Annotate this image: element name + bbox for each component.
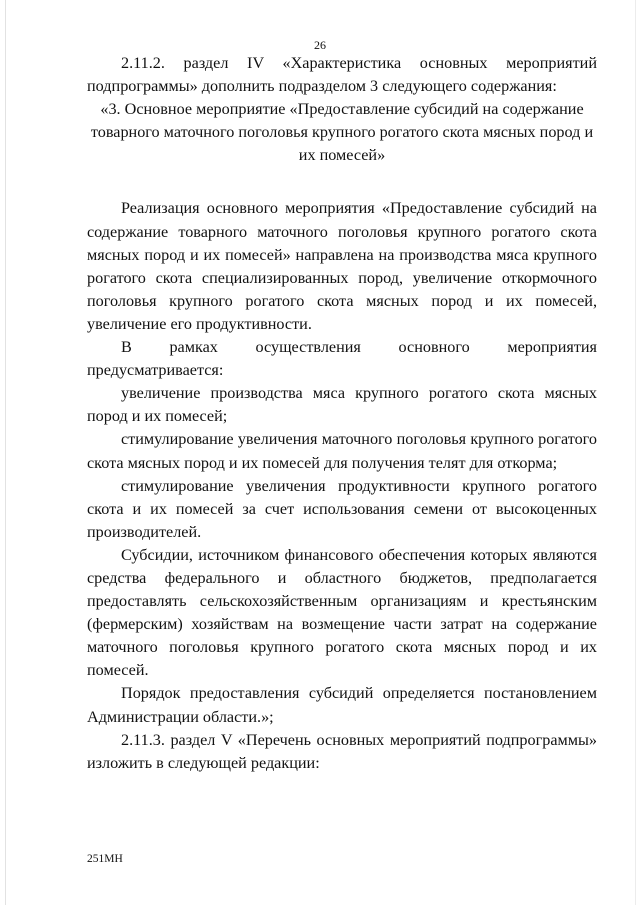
page-number: 26 — [314, 38, 326, 52]
paragraph-2-11-3: 2.11.3. раздел V «Перечень основных мероприятий подпрограммы» изложить в следующей редакции: — [87, 730, 597, 772]
page-edge-left — [5, 0, 6, 905]
document-body — [87, 52, 597, 775]
paragraph-procedure: Порядок предоставления субсидий определяется постановлением Администрации области.»; — [87, 684, 597, 726]
paragraph-implementation: Реализация основного мероприятия «Предоставление субсидий на содержание товарного маточного поголовья крупного рогатого скота мясных пород и их помесей» направлена на производства мяса крупного рогатого скота специализированных пород, увеличение откормочного поголовья крупного рогатого скота мясных пород и их помесей, увеличение его продуктивности. — [87, 199, 597, 333]
subsection-heading: «3. Основное мероприятие «Предоставление субсидий на содержание товарного маточного поголовья крупного рогатого скота мясных пород и их помесей» — [90, 100, 594, 165]
page-edge-right — [635, 0, 636, 905]
paragraph-scope-intro: В рамках осуществления основного мероприятия предусматривается: — [87, 338, 597, 380]
footer-code: 251МН — [87, 853, 123, 865]
paragraph-measure-1: увеличение производства мяса крупного рогатого скота мясных пород и их помесей; — [87, 384, 597, 426]
paragraph-measure-3: стимулирование увеличения продуктивности крупного рогатого скота и их помесей за счет использования семени от высокоценных производителей. — [87, 476, 597, 541]
paragraph-subsidies: Субсидии, источником финансового обеспечения которых являются средства федерального и областного бюджетов, предполагается предоставлять сельскохозяйственным организациям и крестьянским (фермерским) хозяйствам на возмещение части затрат на содержание маточного поголовья крупного рогатого скота мясных пород и их помесей. — [87, 545, 597, 680]
paragraph-2-11-2: 2.11.2. раздел IV «Характеристика основных мероприятий подпрограммы» дополнить подразделом 3 следующего содержания: — [87, 54, 597, 96]
paragraph-measure-2: стимулирование увеличения маточного поголовья крупного рогатого скота мясных пород и их помесей для получения телят для откорма; — [87, 430, 597, 472]
